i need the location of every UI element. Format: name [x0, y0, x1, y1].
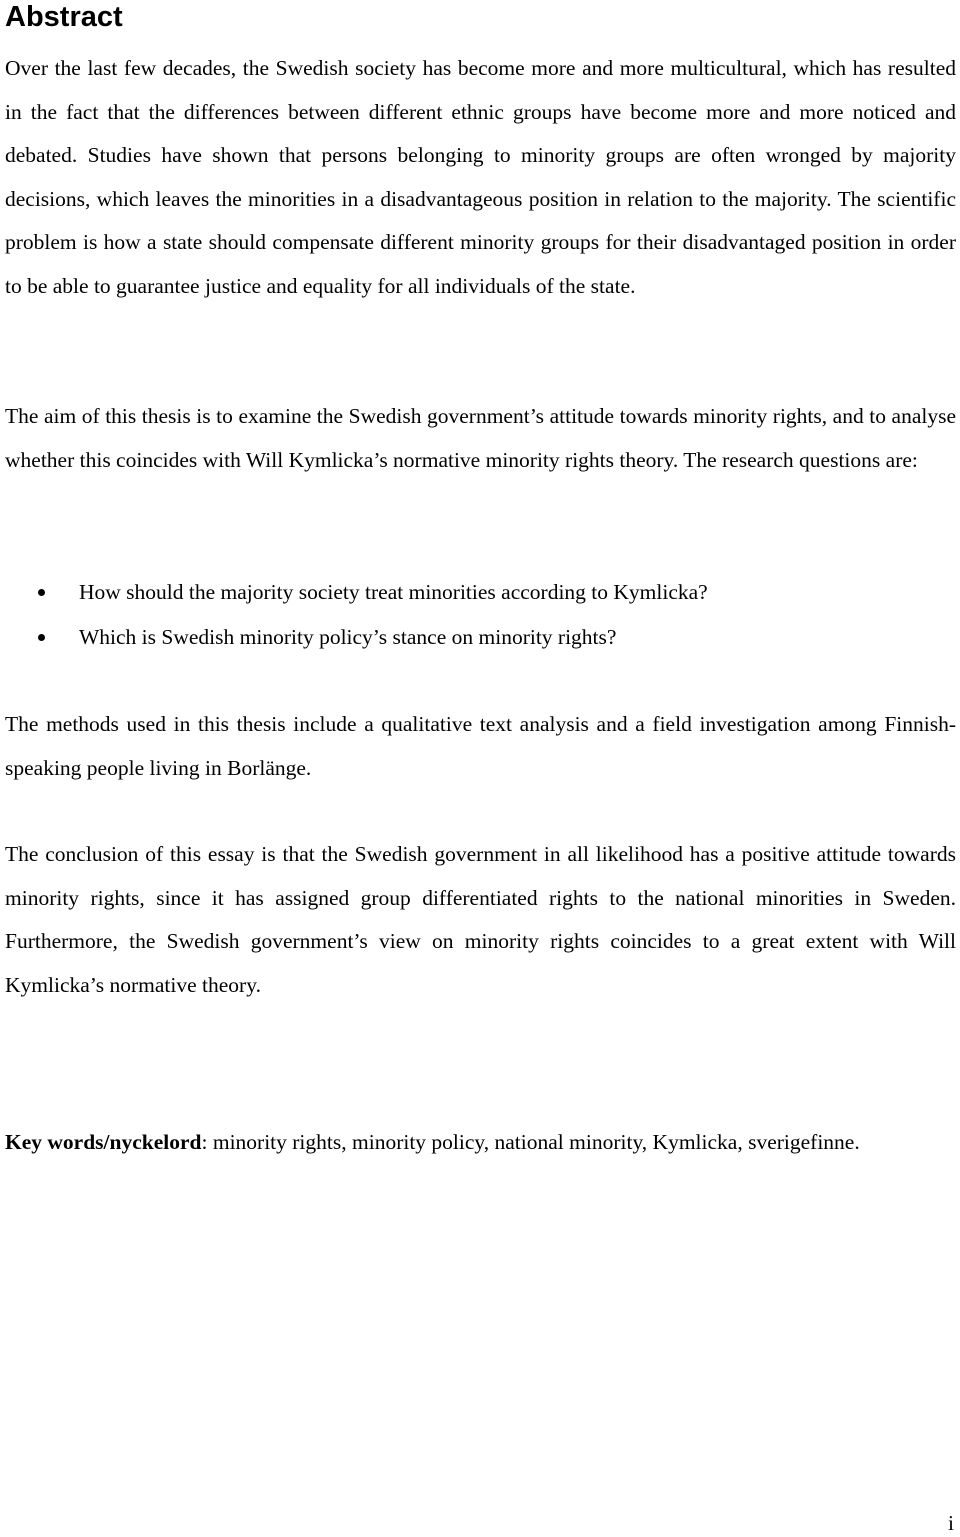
abstract-paragraph-methods: The methods used in this thesis include a qualitative text analysis and a field investigation among Finnish-speaking people living in Borlänge.	[5, 712, 956, 780]
abstract-paragraph-aim: The aim of this thesis is to examine the Swedish government’s attitude towards minority rights, and to analyse whether this coincides with Will Kymlicka’s normative minority rights theory. The research questions are:	[5, 404, 956, 472]
list-item	[5, 615, 956, 660]
research-question-text: Which is Swedish minority policy’s stance on minority rights?	[79, 625, 617, 649]
keywords-label: Key words/nyckelord	[5, 1130, 202, 1154]
bullet-icon	[38, 589, 45, 596]
abstract-paragraph-conclusion: The conclusion of this essay is that the Swedish government in all likelihood has a positive attitude towards minority rights, since it has assigned group differentiated rights to the national minorities in Sweden. Furthermore, the Swedish government’s view on minority rights coincides to a great extent with Will Kymlicka’s normative theory.	[5, 842, 956, 997]
keywords-line	[5, 1128, 905, 1157]
page-title: Abstract	[5, 1, 123, 33]
keywords-separator: :	[201, 1130, 208, 1154]
abstract-paragraph-background: Over the last few decades, the Swedish society has become more and more multicultural, which has resulted in the fact that the differences between different ethnic groups have become more and more noticed and debated. Studies have shown that persons belonging to minority groups are often wronged by majority decisions, which leaves the minorities in a disadvantageous position in relation to the majority. The scientific problem is how a state should compensate different minority groups for their disadvantaged position in order to be able to guarantee justice and equality for all individuals of the state.	[5, 56, 956, 298]
research-questions-list	[5, 570, 956, 660]
research-question-text: How should the majority society treat minorities according to Kymlicka?	[79, 580, 708, 604]
bullet-icon	[38, 634, 45, 641]
page-number: i	[948, 1511, 954, 1535]
keywords-text: minority rights, minority policy, national minority, Kymlicka, sverigefinne.	[207, 1130, 860, 1154]
list-item	[5, 570, 956, 615]
